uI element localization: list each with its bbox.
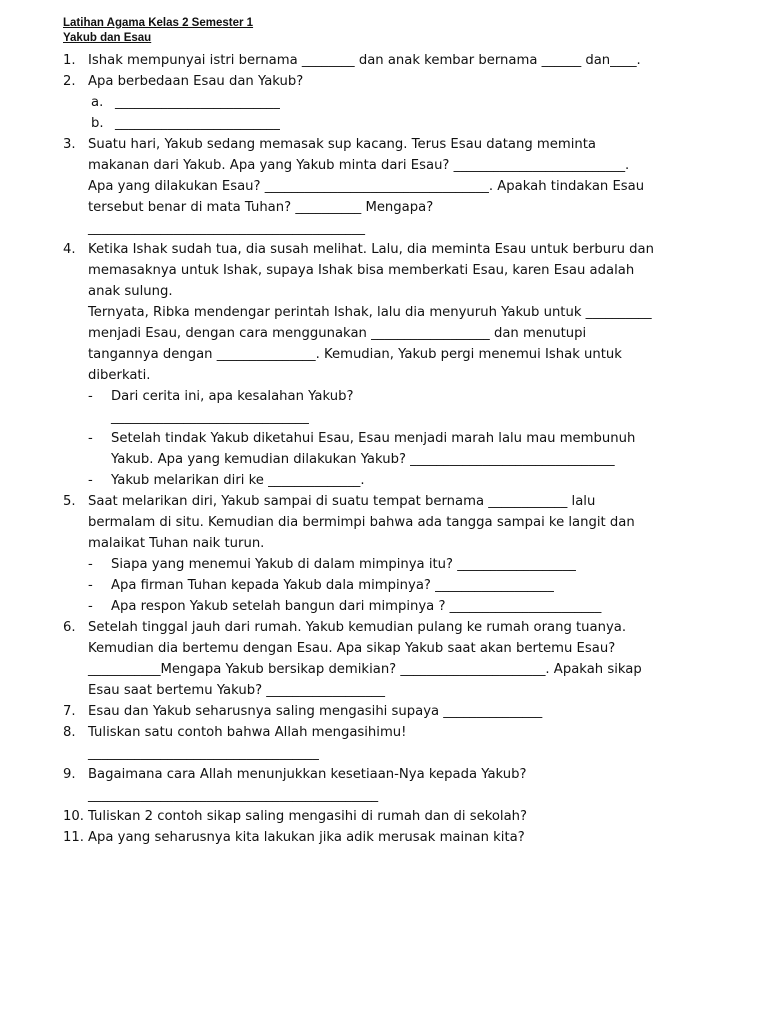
question-text: Kemudian dia bertemu dengan Esau. Apa sikap Yakub saat akan bertemu Esau? [88,641,616,656]
answer-blank: ___________________________________ [88,746,319,761]
question-number: 5. [63,494,76,509]
answer-blank: _________________________ [115,95,280,110]
question-text: Ishak mempunyai istri bernama ________ dan anak kembar bernama ______ dan____. [88,53,641,68]
question-number: 4. [63,242,76,257]
answer-blank: __________________________________________ [88,221,365,236]
question-text: Tuliskan satu contoh bahwa Allah mengasihimu! [88,725,407,740]
question-text: Apa berbedaan Esau dan Yakub? [88,74,304,89]
question-number: 8. [63,725,76,740]
sub-question-text: Siapa yang menemui Yakub di dalam mimpinya itu? __________________ [111,557,576,572]
question-text: ___________Mengapa Yakub bersikap demikian? ______________________. Apakah sikap [88,662,642,677]
question-number: 11. [63,830,84,845]
question-number: 6. [63,620,76,635]
question-text: tersebut benar di mata Tuhan? __________ Mengapa? [88,200,434,215]
question-text: menjadi Esau, dengan cara menggunakan __________________ dan menutupi [88,326,587,341]
question-text: Tuliskan 2 contoh sikap saling mengasihi di rumah dan di sekolah? [88,809,528,824]
sub-question-text: Apa respon Yakub setelah bangun dari mimpinya ? _______________________ [111,599,602,614]
sub-question-text: Apa firman Tuhan kepada Yakub dala mimpinya? __________________ [111,578,554,593]
question-text: memasaknya untuk Ishak, supaya Ishak bisa memberkati Esau, karen Esau adalah [88,263,635,278]
option-label: a. [91,95,104,110]
question-number: 2. [63,74,76,89]
bullet-dash: - [88,599,93,614]
question-number: 3. [63,137,76,152]
question-text: anak sulung. [88,284,173,299]
question-number: 9. [63,767,76,782]
question-text: Esau saat bertemu Yakub? __________________ [88,683,385,698]
question-text: diberkati. [88,368,151,383]
option-label: b. [91,116,104,131]
question-text: Saat melarikan diri, Yakub sampai di suatu tempat bernama ____________ lalu [88,494,596,509]
sub-question-text: Dari cerita ini, apa kesalahan Yakub? [111,389,354,404]
sub-question-text: Setelah tindak Yakub diketahui Esau, Esau menjadi marah lalu mau membunuh [111,431,636,446]
question-number: 1. [63,53,76,68]
question-text: Bagaimana cara Allah menunjukkan kesetiaan-Nya kepada Yakub? [88,767,527,782]
bullet-dash: - [88,578,93,593]
question-text: Setelah tinggal jauh dari rumah. Yakub kemudian pulang ke rumah orang tuanya. [88,620,627,635]
worksheet-subtitle: Yakub dan Esau [63,32,152,44]
question-text: Ternyata, Ribka mendengar perintah Ishak, lalu dia menyuruh Yakub untuk __________ [88,305,652,320]
question-text: Suatu hari, Yakub sedang memasak sup kacang. Terus Esau datang meminta [88,137,596,152]
bullet-dash: - [88,431,93,446]
question-text: makanan dari Yakub. Apa yang Yakub minta dari Esau? __________________________. [88,158,630,173]
question-text: Ketika Ishak sudah tua, dia susah melihat. Lalu, dia meminta Esau untuk berburu dan [88,242,654,257]
bullet-dash: - [88,557,93,572]
answer-blank: ____________________________________________ [88,788,379,803]
question-text: Apa yang seharusnya kita lakukan jika adik merusak mainan kita? [88,830,525,845]
question-text: bermalam di situ. Kemudian dia bermimpi bahwa ada tangga sampai ke langit dan [88,515,635,530]
question-text: Esau dan Yakub seharusnya saling mengasihi supaya _______________ [88,704,543,719]
question-number: 10. [63,809,84,824]
question-text: malaikat Tuhan naik turun. [88,536,265,551]
answer-blank: _________________________ [115,116,280,131]
question-text: tangannya dengan _______________. Kemudian, Yakub pergi menemui Ishak untuk [88,347,622,362]
sub-question-text: Yakub. Apa yang kemudian dilakukan Yakub? _______________________________ [111,452,615,467]
bullet-dash: - [88,473,93,488]
answer-blank: ______________________________ [111,410,309,425]
question-number: 7. [63,704,76,719]
worksheet-title: Latihan Agama Kelas 2 Semester 1 [63,17,254,29]
question-text: Apa yang dilakukan Esau? __________________________________. Apakah tindakan Esau [88,179,645,194]
bullet-dash: - [88,389,93,404]
sub-question-text: Yakub melarikan diri ke ______________. [111,473,365,488]
